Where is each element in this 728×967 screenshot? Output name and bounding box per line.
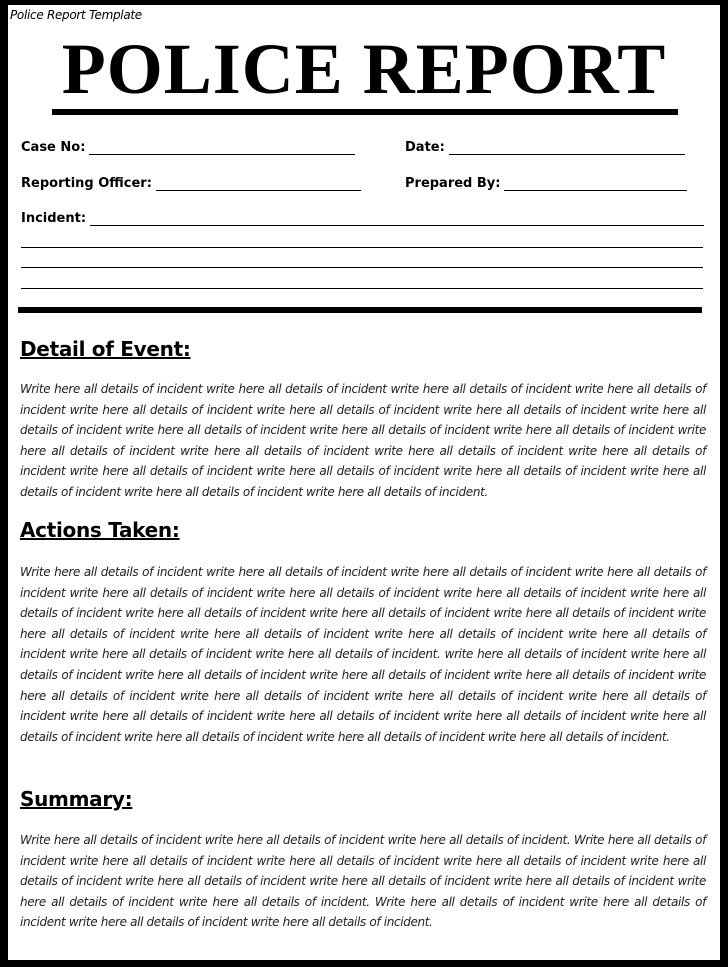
case-no-input[interactable] [89,142,355,155]
summary-heading: Summary: [20,787,133,811]
incident-blank-line[interactable] [21,288,703,289]
detail-of-event-heading: Detail of Event: [20,337,191,361]
date-input[interactable] [449,142,685,155]
actions-taken-heading: Actions Taken: [20,518,180,542]
actions-taken-body: Write here all details of incident write here all details of incident write here all details of incident write here all details of incident write here all details of incident write here all details of incident write here all details of incident write here all details of incident write here all details of incident write here all details of incident write here all details of incident write here all details of incident write here all details of incident write here all details of incident write here all details of incident write here all details of incident write here all details of incident. write here all details of incident write here all details of incident write here all details of incident write here all details of incident write here all details of incident write here all details of incident write here all details of incident write here all details of incident write here all details of incident write here all details of incident write here all details of incident write here all details of incident write here all details of incident write here all details of incident write here all details of incident write here all details of incident. [20,565,706,744]
prepared-by-field[interactable] [405,176,687,191]
section-divider [18,307,702,313]
detail-of-event-body: Write here all details of incident write here all details of incident write here all details of incident write here all details of incident write here all details of incident write here all details of incident write here all details of incident write here all details of incident write here all details of incident write here all details of incident write here all details of incident write here all details of incident write here all details of incident write here all details of incident write here all details of incident write here all details of incident write here all details of incident write here all details of incident write here all details of incident write here all details of incident write here all details of incident. [20,382,706,499]
case-no-label: Case No: [21,140,86,155]
reporting-officer-input[interactable] [156,178,361,191]
date-field[interactable] [405,140,685,155]
incident-label: Incident: [21,211,87,226]
incident-blank-line[interactable] [21,247,703,248]
reporting-officer-label: Reporting Officer: [21,176,152,191]
page-title: POLICE REPORT [61,29,667,109]
date-label: Date: [405,140,445,155]
reporting-officer-field[interactable] [21,176,361,191]
title-underline [52,109,678,115]
incident-field[interactable] [21,211,704,226]
prepared-by-input[interactable] [504,178,687,191]
summary-body: Write here all details of incident write here all details of incident write here all details of incident. Write here all details of incident write here all details of incident write here all details of incident write here all details of incident write here all details of incident write here all details of incident write here all details of incident write here all details of incident write here all details of incident write here all details of incident. Write here all details of incident write here all details of incident write here all details of incident write here all details of incident. [20,833,706,930]
prepared-by-label: Prepared By: [405,176,501,191]
incident-blank-line[interactable] [21,267,703,268]
report-page [8,5,720,960]
case-no-field[interactable] [21,140,355,155]
incident-input[interactable] [90,213,704,226]
template-label: Police Report Template [10,8,142,22]
